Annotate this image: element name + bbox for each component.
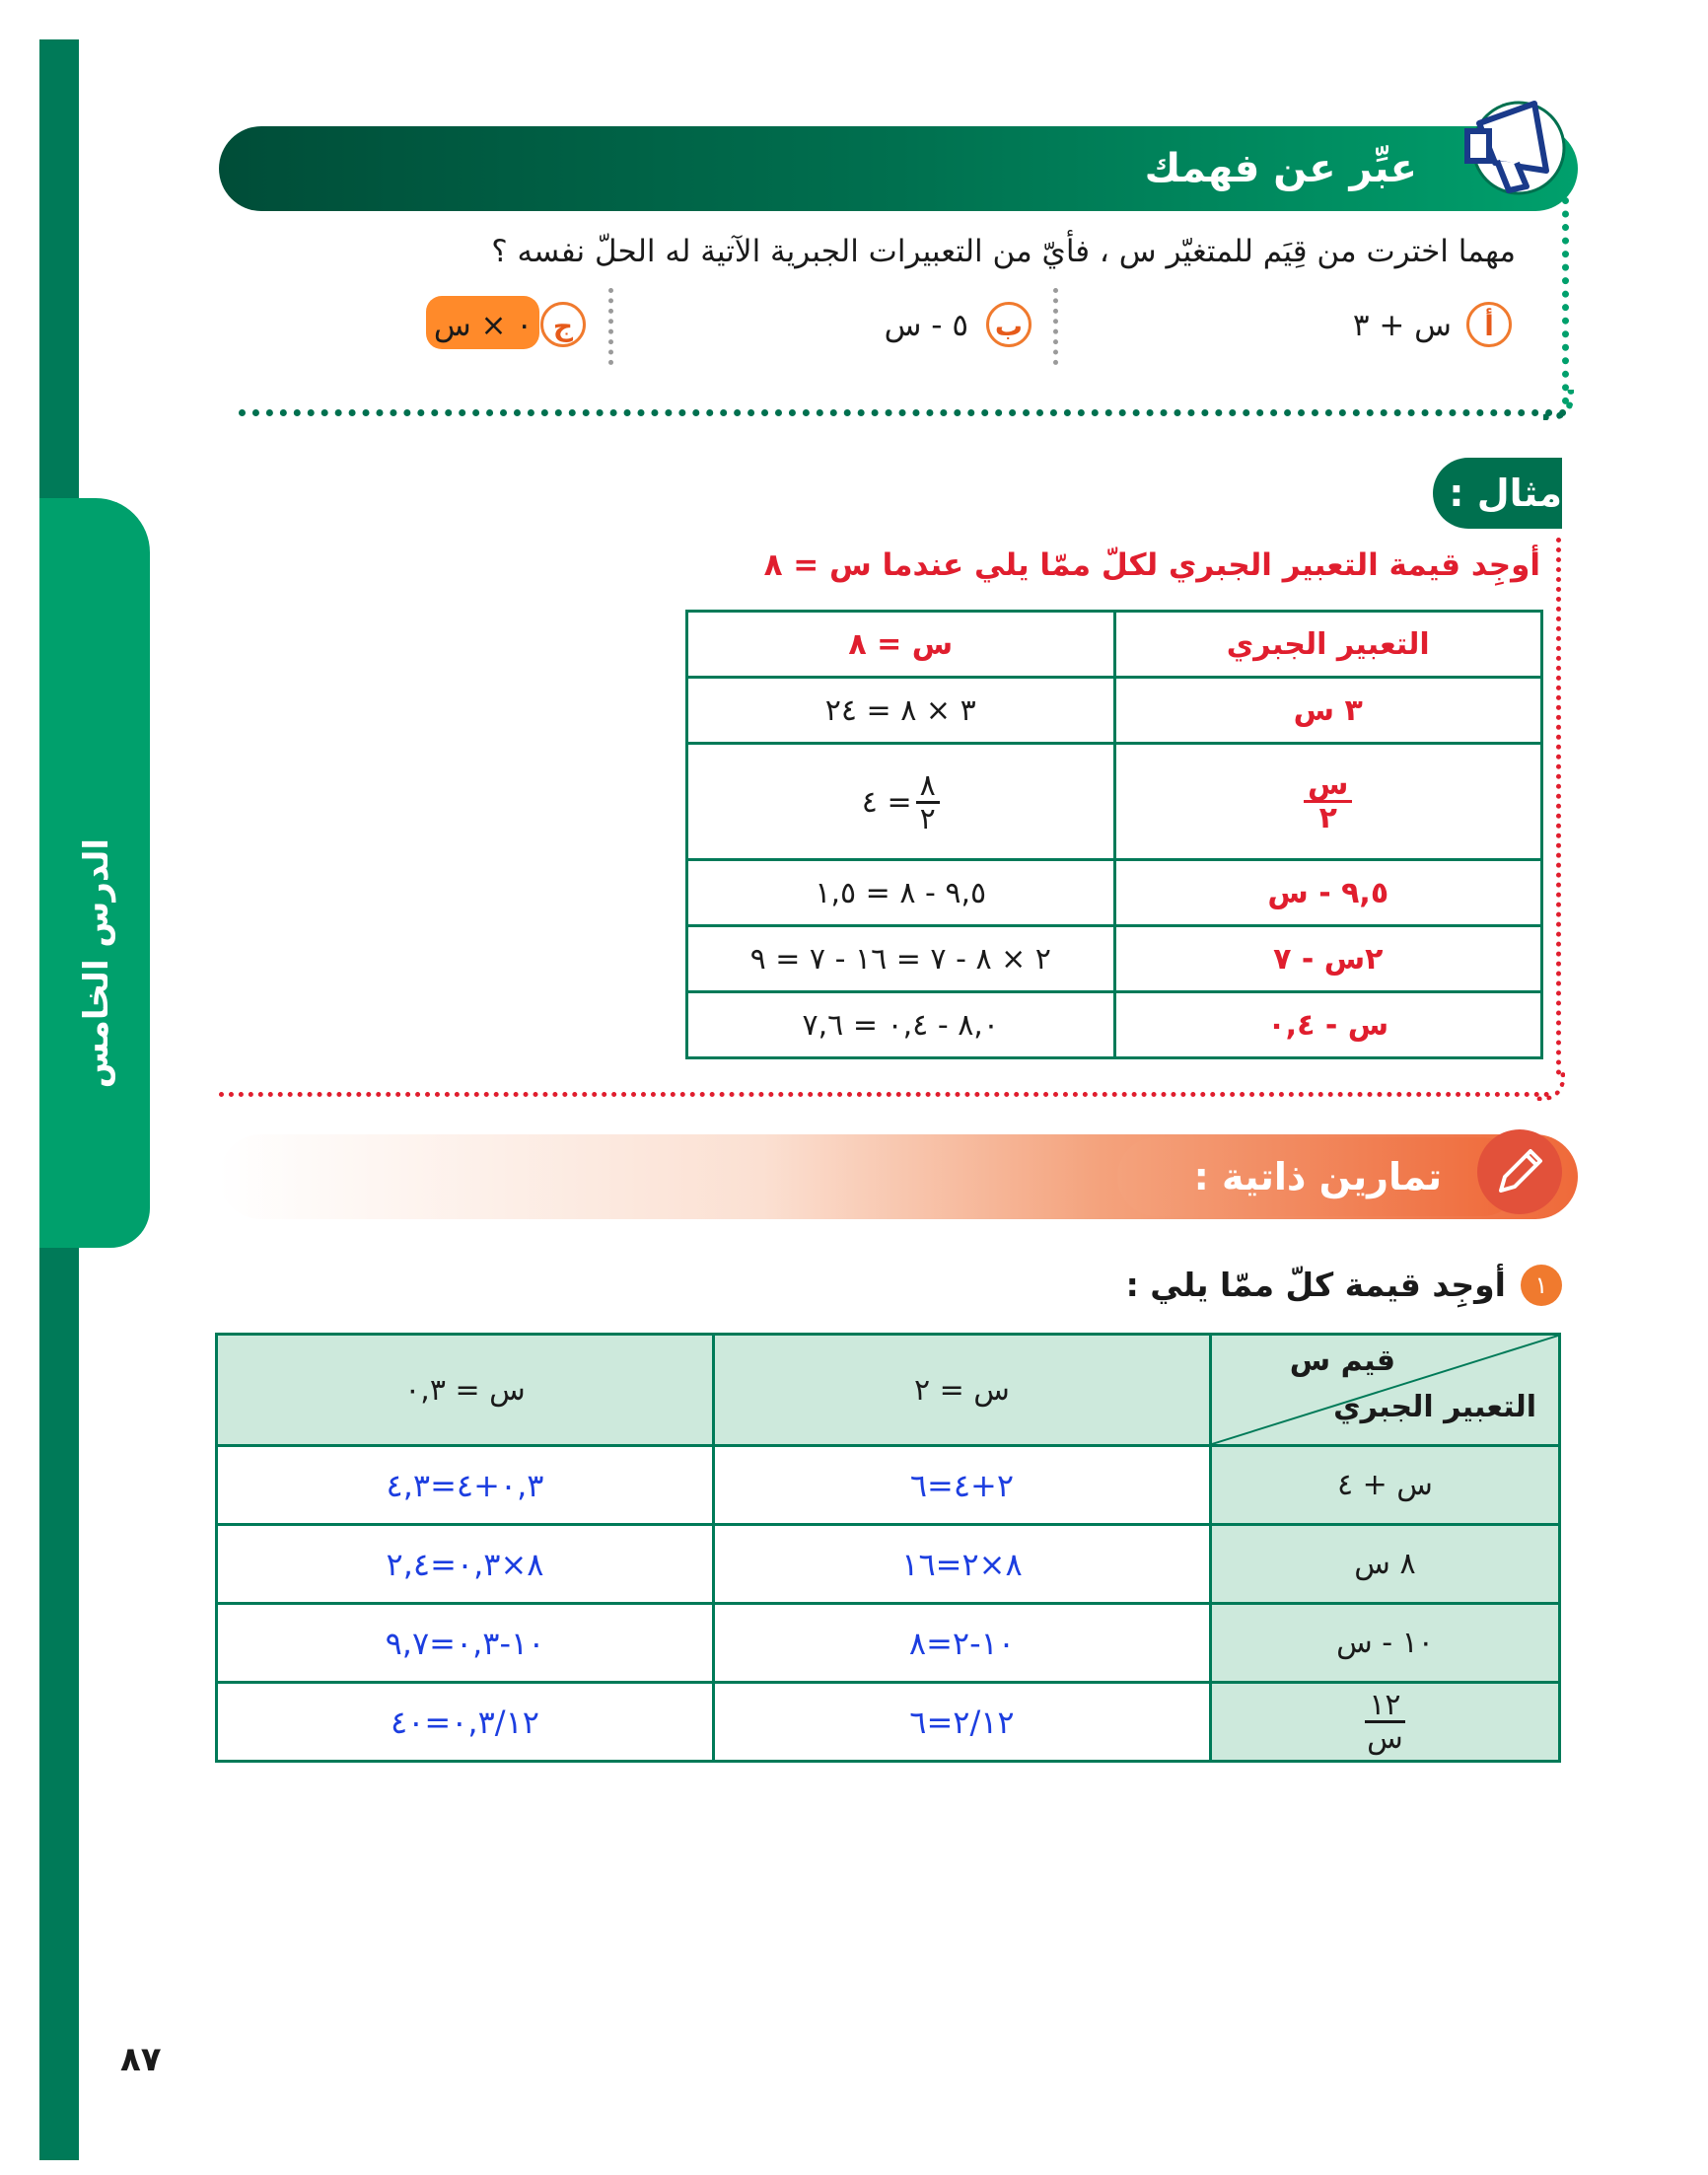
fraction-numerator: ١٢: [1365, 1690, 1404, 1724]
pencil-badge: [1477, 1129, 1562, 1214]
option-separator: [608, 288, 613, 365]
fraction-denominator: ٢: [1318, 801, 1337, 835]
express-title: عبِّر عن فهمك: [1144, 146, 1417, 191]
option-c-badge: ج: [540, 302, 586, 347]
lesson-label: [72, 838, 121, 957]
answer-x2: ٨×٢=١٦: [714, 1525, 1211, 1604]
result-cell: ٢ × ٨ - ٧ = ١٦ - ٧ = ٩: [687, 926, 1115, 992]
option-a-badge: أ: [1466, 302, 1512, 347]
table-row: [687, 860, 1542, 926]
example-border-bottom: [219, 1092, 1550, 1097]
table-row: [217, 1335, 1560, 1446]
result-cell: ٩,٥ - ٨ = ١,٥: [687, 860, 1115, 926]
table-row: [217, 1604, 1560, 1683]
result-cell: ٣ × ٨ = ٢٤: [687, 678, 1115, 744]
header-x2: س = ٢: [714, 1335, 1211, 1446]
table-row: [687, 678, 1542, 744]
answer-x03: ٠,٣/١٢=٤٠: [217, 1683, 714, 1762]
expression-cell: [1114, 744, 1542, 860]
result-cell: [687, 744, 1115, 860]
result-cell: ٨,٠ - ٠,٤ = ٧,٦: [687, 992, 1115, 1058]
table-row: [687, 744, 1542, 860]
option-a-text: س + ٣: [1352, 308, 1452, 343]
page-number: ٨٧: [120, 2040, 162, 2079]
expression-cell: ٨ س: [1210, 1525, 1559, 1604]
exercise-question: أوجِد قيمة كلّ ممّا يلي :: [1125, 1266, 1506, 1304]
express-border: [1562, 197, 1569, 404]
values-label: قيم س: [1289, 1343, 1395, 1378]
expression-fraction: [1304, 766, 1352, 835]
header-x03: س = ٠,٣: [217, 1335, 714, 1446]
exercise-number: ١: [1521, 1265, 1562, 1306]
fraction-numerator: ٨: [916, 770, 940, 805]
answer-x2: ١٠-٢=٨: [714, 1604, 1211, 1683]
fraction-denominator: س: [1367, 1721, 1403, 1756]
header-value: س = ٨: [687, 612, 1115, 678]
example-label: مثال :: [1449, 471, 1562, 515]
answer-x2: ٢+٤=٦: [714, 1446, 1211, 1525]
expression-cell: ٢س - ٧: [1114, 926, 1542, 992]
expression-cell: [1210, 1683, 1559, 1762]
exercise-table: [215, 1333, 1561, 1763]
answer-x2: ٢/١٢=٦: [714, 1683, 1211, 1762]
option-b-badge: ب: [986, 302, 1032, 347]
exercise-title: تمارين ذاتية :: [1193, 1155, 1442, 1198]
table-row: [687, 926, 1542, 992]
example-instruction: أوجِد قيمة التعبير الجبري لكلّ ممّا يلي عندما س = ٨: [763, 547, 1540, 583]
option-b-text: ٥ - س: [884, 308, 968, 343]
result-tail: = ٤: [861, 785, 912, 820]
answer-x03: ٠,٣+٤=٤,٣: [217, 1446, 714, 1525]
table-row: [687, 612, 1542, 678]
express-question: مهما اخترت من قِيَم للمتغيّر س ، فأيّ من التعبيرات الجبرية الآتية له الحلّ نفسه ؟: [491, 234, 1516, 269]
expression-label: التعبير الجبري: [1333, 1390, 1536, 1424]
table-row: [217, 1525, 1560, 1604]
express-border-bottom: [239, 409, 1567, 416]
header-diagonal-cell: [1210, 1335, 1559, 1446]
pencil-icon: [1477, 1129, 1562, 1214]
example-border: [1556, 538, 1561, 1075]
answer-x03: ٨×٠,٣=٢,٤: [217, 1525, 714, 1604]
fraction-denominator: ٢: [919, 802, 936, 836]
table-row: [217, 1446, 1560, 1525]
megaphone-icon: [1438, 94, 1566, 197]
option-separator: [1053, 288, 1058, 365]
expression-cell: ١٠ - س: [1210, 1604, 1559, 1683]
expression-fraction: [1363, 1687, 1407, 1756]
answer-x03: ١٠-٠,٣=٩,٧: [217, 1604, 714, 1683]
expression-cell: ٩,٥ - س: [1114, 860, 1542, 926]
option-c-text: ٠ × س: [433, 308, 533, 343]
table-row: [217, 1683, 1560, 1762]
expression-cell: ٣ س: [1114, 678, 1542, 744]
expression-cell: س - ٠,٤: [1114, 992, 1542, 1058]
result-fraction: [916, 767, 940, 836]
header-expression: التعبير الجبري: [1114, 612, 1542, 678]
expression-cell: س + ٤: [1210, 1446, 1559, 1525]
example-table: [685, 610, 1543, 1059]
table-row: [687, 992, 1542, 1058]
fraction-numerator: س: [1304, 769, 1352, 804]
